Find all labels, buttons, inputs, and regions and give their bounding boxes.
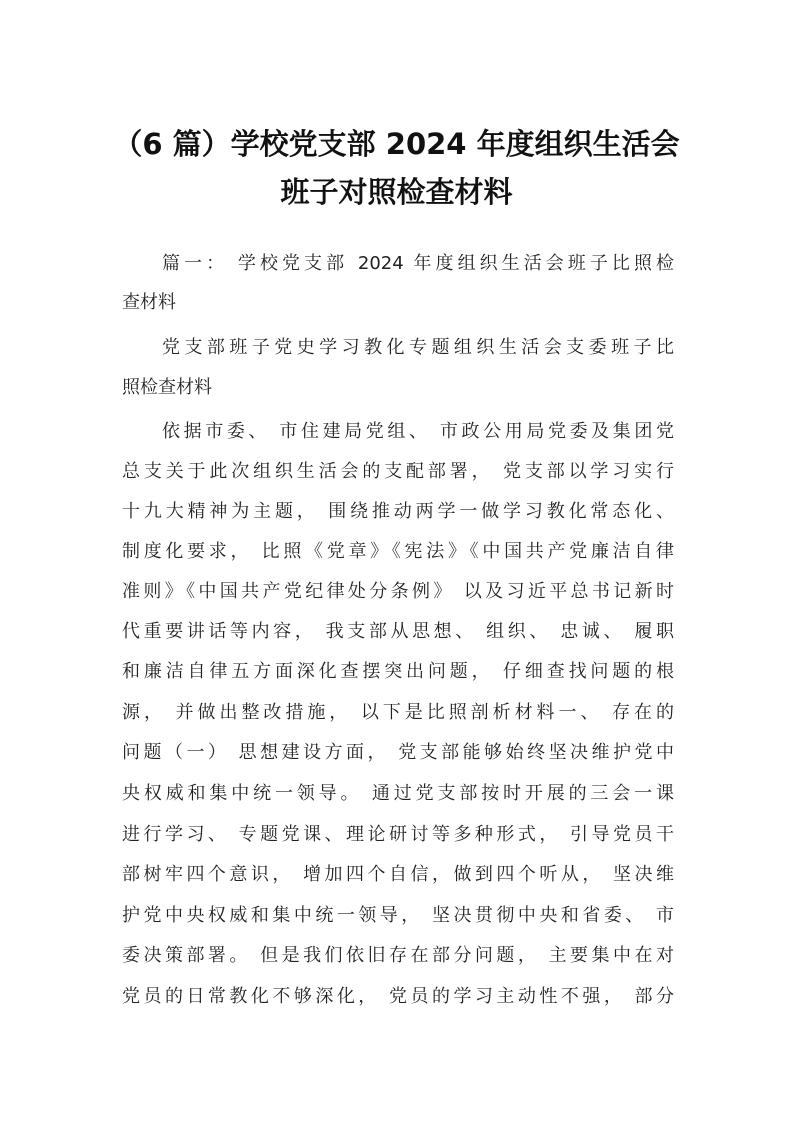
body-line-2: 查材料: [122, 292, 176, 313]
body-line-9: 准则》《中国共产党纪律处分条例》 以及习近平总书记新时: [122, 581, 674, 602]
body-line-15: 进行学习、 专题党课、理论研讨等多种形式， 引导党员干: [122, 824, 674, 845]
body-line-6: 总支关于此次组织生活会的支配部署， 党支部以学习实行: [122, 461, 674, 482]
body-line-4: 照检查材料: [122, 377, 212, 398]
body-line-18: 委决策部署。 但是我们依旧存在部分问题， 主要集中在对: [122, 945, 674, 966]
document-title-line-2: 班子对照检查材料: [280, 175, 513, 209]
document-title-line-1: （6 篇）学校党支部 2024 年度组织生活会: [113, 127, 680, 161]
body-line-10: 代重要讲话等内容， 我支部从思想、 组织、 忠诚、 履职: [122, 621, 674, 642]
body-line-8: 制度化要求， 比照《党章》《宪法》《中国共产党廉洁自律: [122, 541, 674, 562]
body-line-17: 护党中央权威和集中统一领导， 坚决贯彻中央和省委、 市: [122, 905, 674, 926]
body-line-19: 党员的日常教化不够深化， 党员的学习主动性不强， 部分: [122, 986, 674, 1007]
body-line-5: 依据市委、 市住建局党组、 市政公用局党委及集团党: [162, 421, 674, 442]
body-line-13: 问题（一） 思想建设方面， 党支部能够始终坚决维护党中: [122, 742, 674, 763]
body-line-12: 源， 并做出整改措施， 以下是比照剖析材料一、 存在的: [122, 702, 674, 723]
body-line-7: 十九大精神为主题， 围绕推动两学一做学习教化常态化、: [122, 501, 674, 522]
body-line-11: 和廉洁自律五方面深化查摆突出问题， 仔细查找问题的根: [122, 661, 674, 682]
body-line-1: 篇一： 学校党支部 2024 年度组织生活会班子比照检: [162, 253, 674, 274]
body-line-3: 党支部班子党史学习教化专题组织生活会支委班子比: [162, 337, 674, 358]
body-line-14: 央权威和集中统一领导。 通过党支部按时开展的三会一课: [122, 783, 674, 804]
body-line-16: 部树牢四个意识， 增加四个自信，做到四个听从， 坚决维: [122, 864, 674, 885]
